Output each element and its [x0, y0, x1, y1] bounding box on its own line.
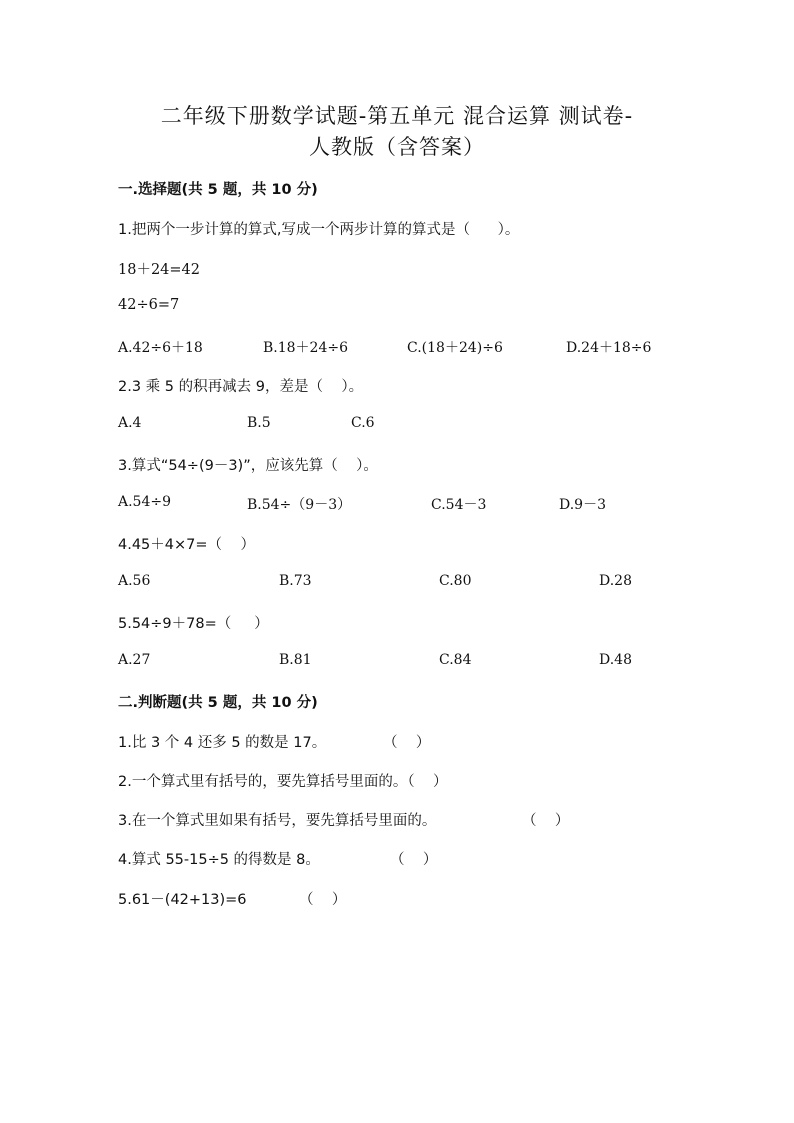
question-2-option-b: B.5 — [247, 415, 271, 431]
section-heading-judgement: 二.判断题(共 5 题，共 10 分) — [118, 695, 318, 711]
judgement-3-answer-blank: （ ） — [522, 813, 570, 829]
question-1-equation-1: 18＋24=42 — [118, 262, 201, 278]
judgement-2-text: 2.一个算式里有括号的，要先算括号里面的。（ ） — [118, 774, 448, 790]
question-2-text: 2.3 乘 5 的积再减去 9，差是（ ）。 — [118, 379, 364, 395]
question-5-option-d: D.48 — [599, 652, 632, 668]
question-4-option-b: B.73 — [279, 573, 312, 589]
question-5-option-c: C.84 — [439, 652, 472, 668]
judgement-1-text: 1.比 3 个 4 还多 5 的数是 17。 — [118, 735, 327, 751]
question-2-option-c: C.6 — [351, 415, 375, 431]
question-5-option-b: B.81 — [279, 652, 312, 668]
question-4-option-a: A.56 — [118, 573, 151, 589]
section-heading-choice: 一.选择题(共 5 题，共 10 分) — [118, 182, 318, 198]
judgement-5-text: 5.61－(42+13)=6 — [118, 892, 247, 908]
question-3-option-d: D.9－3 — [559, 497, 606, 513]
question-4-text: 4.45＋4×7=（ ） — [118, 537, 255, 553]
question-1-option-b: B.18＋24÷6 — [263, 340, 349, 356]
question-3-text: 3.算式“54÷(9－3)”，应该先算（ ）。 — [118, 458, 378, 474]
question-3-option-a: A.54÷9 — [118, 494, 172, 510]
question-1-option-c: C.(18＋24)÷6 — [407, 340, 503, 356]
question-1-option-d: D.24＋18÷6 — [566, 340, 652, 356]
question-3-option-c: C.54－3 — [431, 497, 487, 513]
judgement-5-answer-blank: （ ） — [299, 892, 347, 908]
question-5-option-a: A.27 — [118, 652, 151, 668]
question-1-equation-2: 42÷6=7 — [118, 297, 180, 313]
question-3-option-b: B.54÷（9－3） — [247, 497, 352, 513]
judgement-4-text: 4.算式 55-15÷5 的得数是 8。 — [118, 852, 320, 868]
question-2-option-a: A.4 — [118, 415, 142, 431]
question-5-text: 5.54÷9＋78=（ ） — [118, 616, 269, 632]
question-4-option-c: C.80 — [439, 573, 472, 589]
question-4-option-d: D.28 — [599, 573, 632, 589]
judgement-3-text: 3.在一个算式里如果有括号，要先算括号里面的。 — [118, 813, 437, 829]
question-1-text: 1.把两个一步计算的算式,写成一个两步计算的算式是（ ）。 — [118, 222, 520, 238]
document-title-line-1: 二年级下册数学试题-第五单元 混合运算 测试卷- — [160, 104, 634, 128]
document-title-line-2: 人教版（含答案） — [309, 135, 485, 159]
judgement-4-answer-blank: （ ） — [390, 852, 438, 868]
judgement-1-answer-blank: （ ） — [383, 735, 431, 751]
question-1-option-a: A.42÷6＋18 — [118, 340, 203, 356]
